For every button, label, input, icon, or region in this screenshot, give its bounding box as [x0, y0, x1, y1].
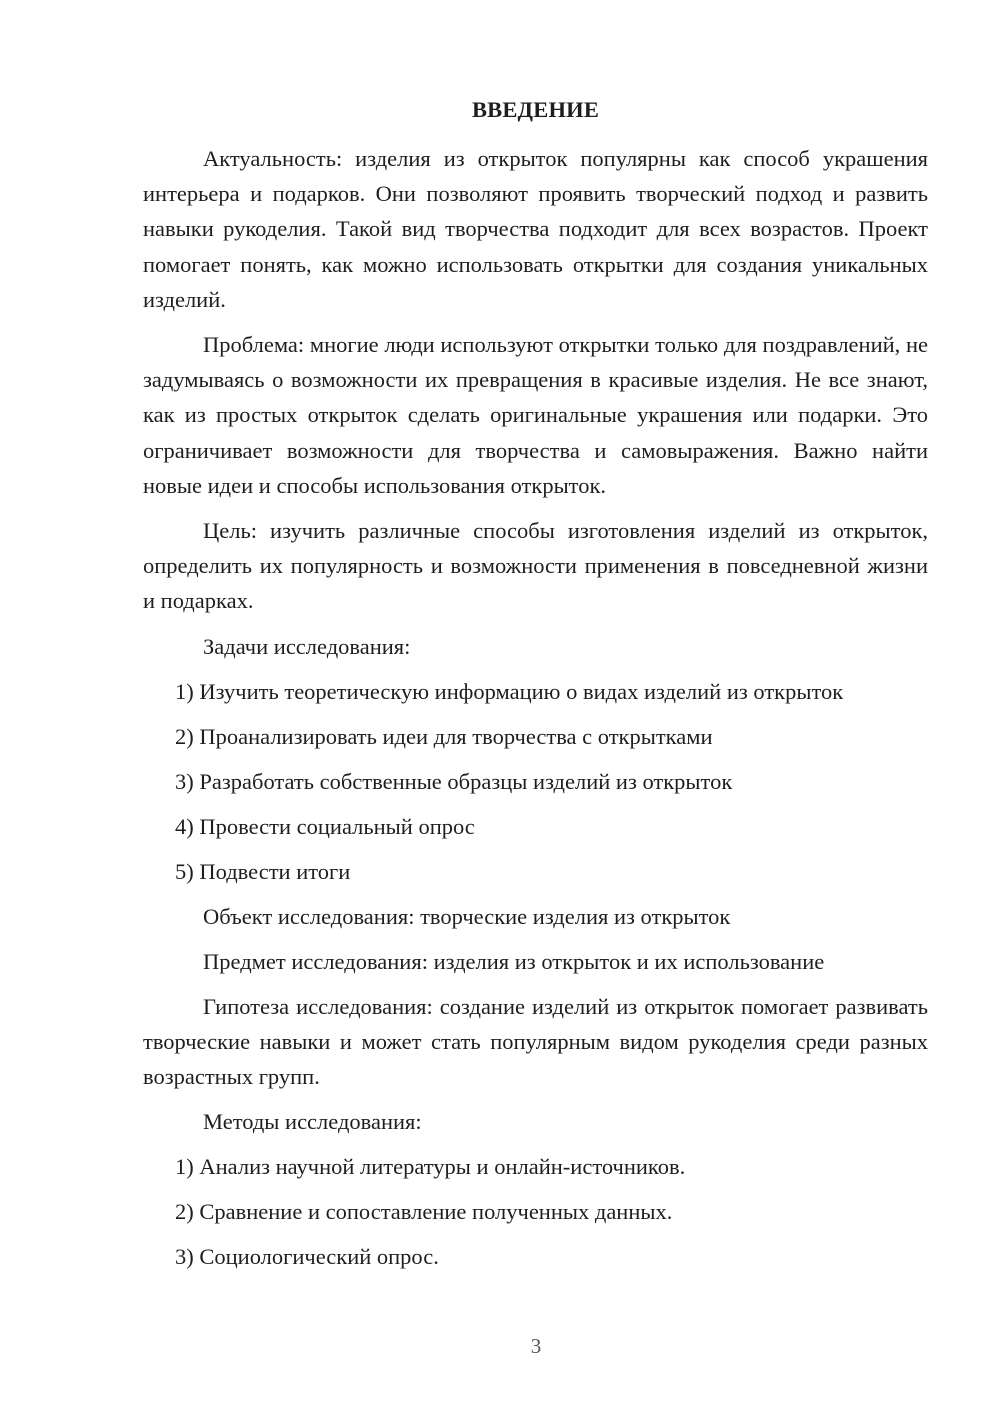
- list-item: 2) Сравнение и сопоставление полученных данных.: [175, 1199, 673, 1225]
- hypothesis-paragraph: Гипотеза исследования: создание изделий из открыток помогает развивать творческие навыки и может стать популярным видом рукоделия среди разных возрастных групп.: [143, 993, 928, 1090]
- list-item: 2) Проанализировать идеи для творчества с открытками: [175, 723, 713, 749]
- tasks-list: [143, 674, 928, 889]
- methods-list: [143, 1149, 928, 1274]
- list-item: 3) Социологический опрос.: [175, 1244, 439, 1270]
- methods-heading: Методы исследования:: [203, 1109, 422, 1135]
- problem-paragraph: Проблема: многие люди используют открытки только для поздравлений, не задумываясь о возможности их превращения в красивые изделия. Не все знают, как из простых открыток сделать оригинальные украшения или подарки. Это ограничивает возможности для творчества и самовыражения. Важно найти новые идеи и способы использования открыток.: [143, 332, 928, 498]
- list-item: 3) Разработать собственные образцы изделий из открыток: [175, 768, 733, 794]
- list-item: 1) Анализ научной литературы и онлайн-источников.: [175, 1154, 686, 1180]
- list-item: 1) Изучить теоретическую информацию о видах изделий из открыток: [175, 678, 844, 704]
- document-page: [143, 90, 928, 1284]
- page-number: 3: [530, 1334, 542, 1358]
- tasks-heading: Задачи исследования:: [203, 633, 411, 659]
- list-item: 4) Провести социальный опрос: [175, 813, 475, 839]
- relevance-paragraph: Актуальность: изделия из открыток популярны как способ украшения интерьера и подарков. Они позволяют проявить творческий подход и развить навыки рукоделия. Такой вид творчества подходит для всех возрастов. Проект помогает понять, как можно использовать открытки для создания уникальных изделий.: [143, 146, 928, 312]
- section-title: ВВЕДЕНИЕ: [471, 97, 600, 122]
- object-line: Объект исследования: творческие изделия из открыток: [203, 903, 731, 929]
- subject-line: Предмет исследования: изделия из открыток и их использование: [203, 948, 825, 974]
- goal-paragraph: Цель: изучить различные способы изготовления изделий из открыток, определить их популярность и возможности применения в повседневной жизни и подарках.: [143, 518, 928, 614]
- list-item: 5) Подвести итоги: [175, 858, 351, 884]
